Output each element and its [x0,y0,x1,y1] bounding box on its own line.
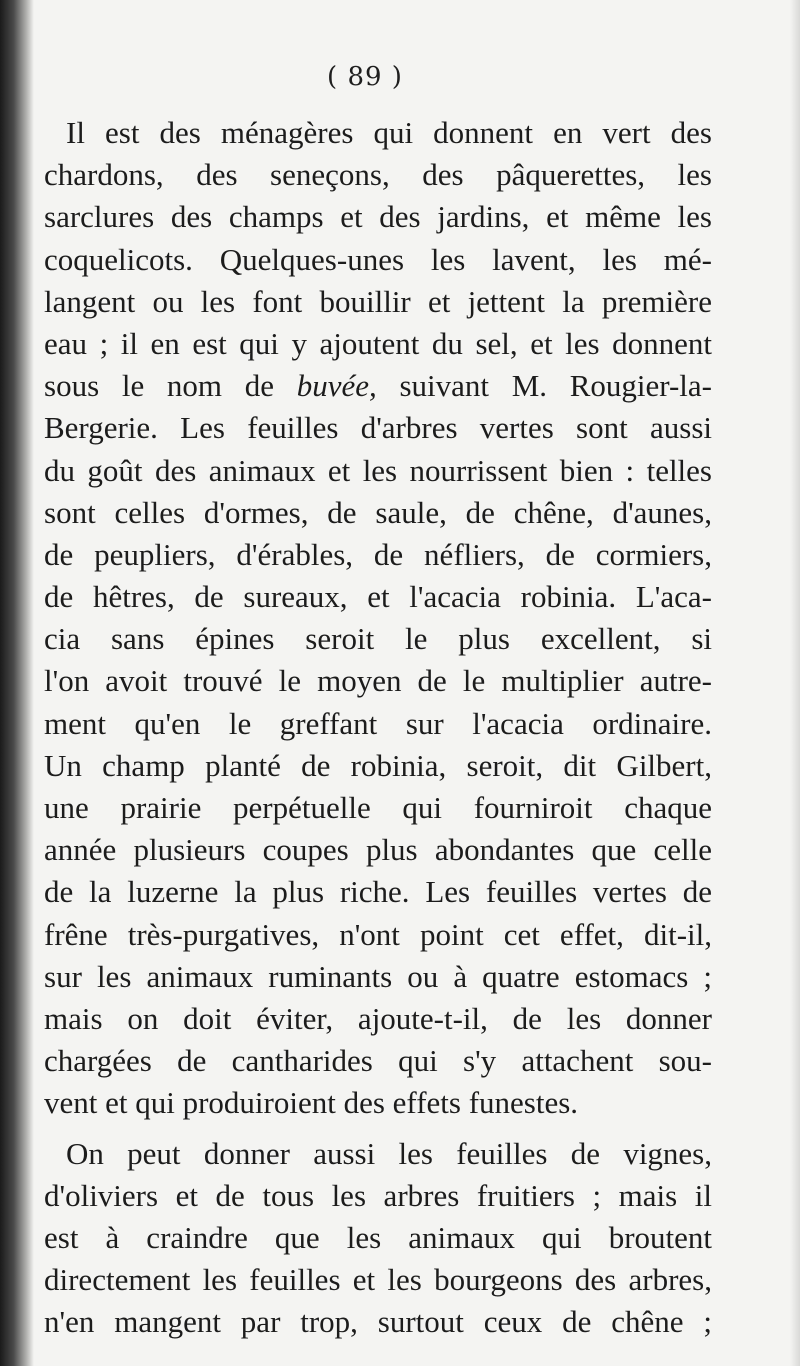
text-line: coquelicots. Quelques-unes les lavent, les mé- [44,241,712,277]
text-line: de la luzerne la plus riche. Les feuilles vertes de [44,874,712,910]
text-line: ment qu'en le greffant sur l'acacia ordinaire. [44,705,712,741]
text-line: est à craindre que les animaux qui broutent [44,1219,712,1255]
text-line: On peut donner aussi les feuilles de vignes, [66,1135,712,1171]
text-line: sur les animaux ruminants ou à quatre estomacs ; [44,958,712,994]
text-line: une prairie perpétuelle qui fourniroit chaque [44,790,712,825]
text-line: de hêtres, de sureaux, et l'acacia robinia. L'aca- [44,579,712,615]
text-line: langent ou les font bouillir et jettent la première [44,283,712,319]
text-line: mais on doit éviter, ajoute-t-il, de les donner [44,1000,712,1036]
text-line: chargées de cantharides qui s'y attachent sou- [44,1043,712,1079]
body-text [44,112,712,1343]
text-line: sarclures des champs et des jardins, et même les [44,199,712,235]
text-line: eau ; il en est qui y ajoutent du sel, et les donnent [44,325,712,361]
text-line: vent et qui produiroient des effets funestes. [44,1085,579,1121]
text-run: sous le nom de [44,368,297,404]
text-line: Bergerie. Les feuilles d'arbres vertes sont aussi [44,410,712,446]
paragraph-2 [44,1133,712,1344]
text-line: l'on avoit trouvé le moyen de le multiplier autre- [44,663,712,699]
text-line: sont celles d'ormes, de saule, de chêne, d'aunes, [44,494,712,530]
italic-term: buvée, [296,368,377,404]
text-line: directement les feuilles et les bourgeons des arbres, [44,1262,712,1298]
text-line: n'en mangent par trop, surtout ceux de chêne ; [44,1304,712,1340]
text-line: frêne très-purgatives, n'ont point cet effet, dit-il, [44,916,712,952]
text-line: cia sans épines seroit le plus excellent, si [44,621,712,657]
text-line: Un champ planté de robinia, seroit, dit Gilbert, [44,747,712,783]
binding-shadow [0,0,34,1366]
text-line: d'oliviers et de tous les arbres fruitiers ; mais il [44,1177,712,1213]
text-line: chardons, des seneçons, des pâquerettes, les [44,157,712,193]
text-line: de peupliers, d'érables, de néfliers, de cormiers, [44,536,712,572]
text-line: Il est des ménagères qui donnent en vert des [66,115,712,150]
page-edge [790,0,800,1366]
text-run: suivant M. Rougier-la- [376,368,712,404]
page-number: ( 89 ) [327,62,403,92]
text-line-with-italic [44,365,712,407]
paragraph-1 [44,112,712,1125]
paragraph-gap [44,1125,712,1133]
text-line: du goût des animaux et les nourrissent bien : telles [44,452,712,488]
text-line: année plusieurs coupes plus abondantes que celle [44,832,712,868]
